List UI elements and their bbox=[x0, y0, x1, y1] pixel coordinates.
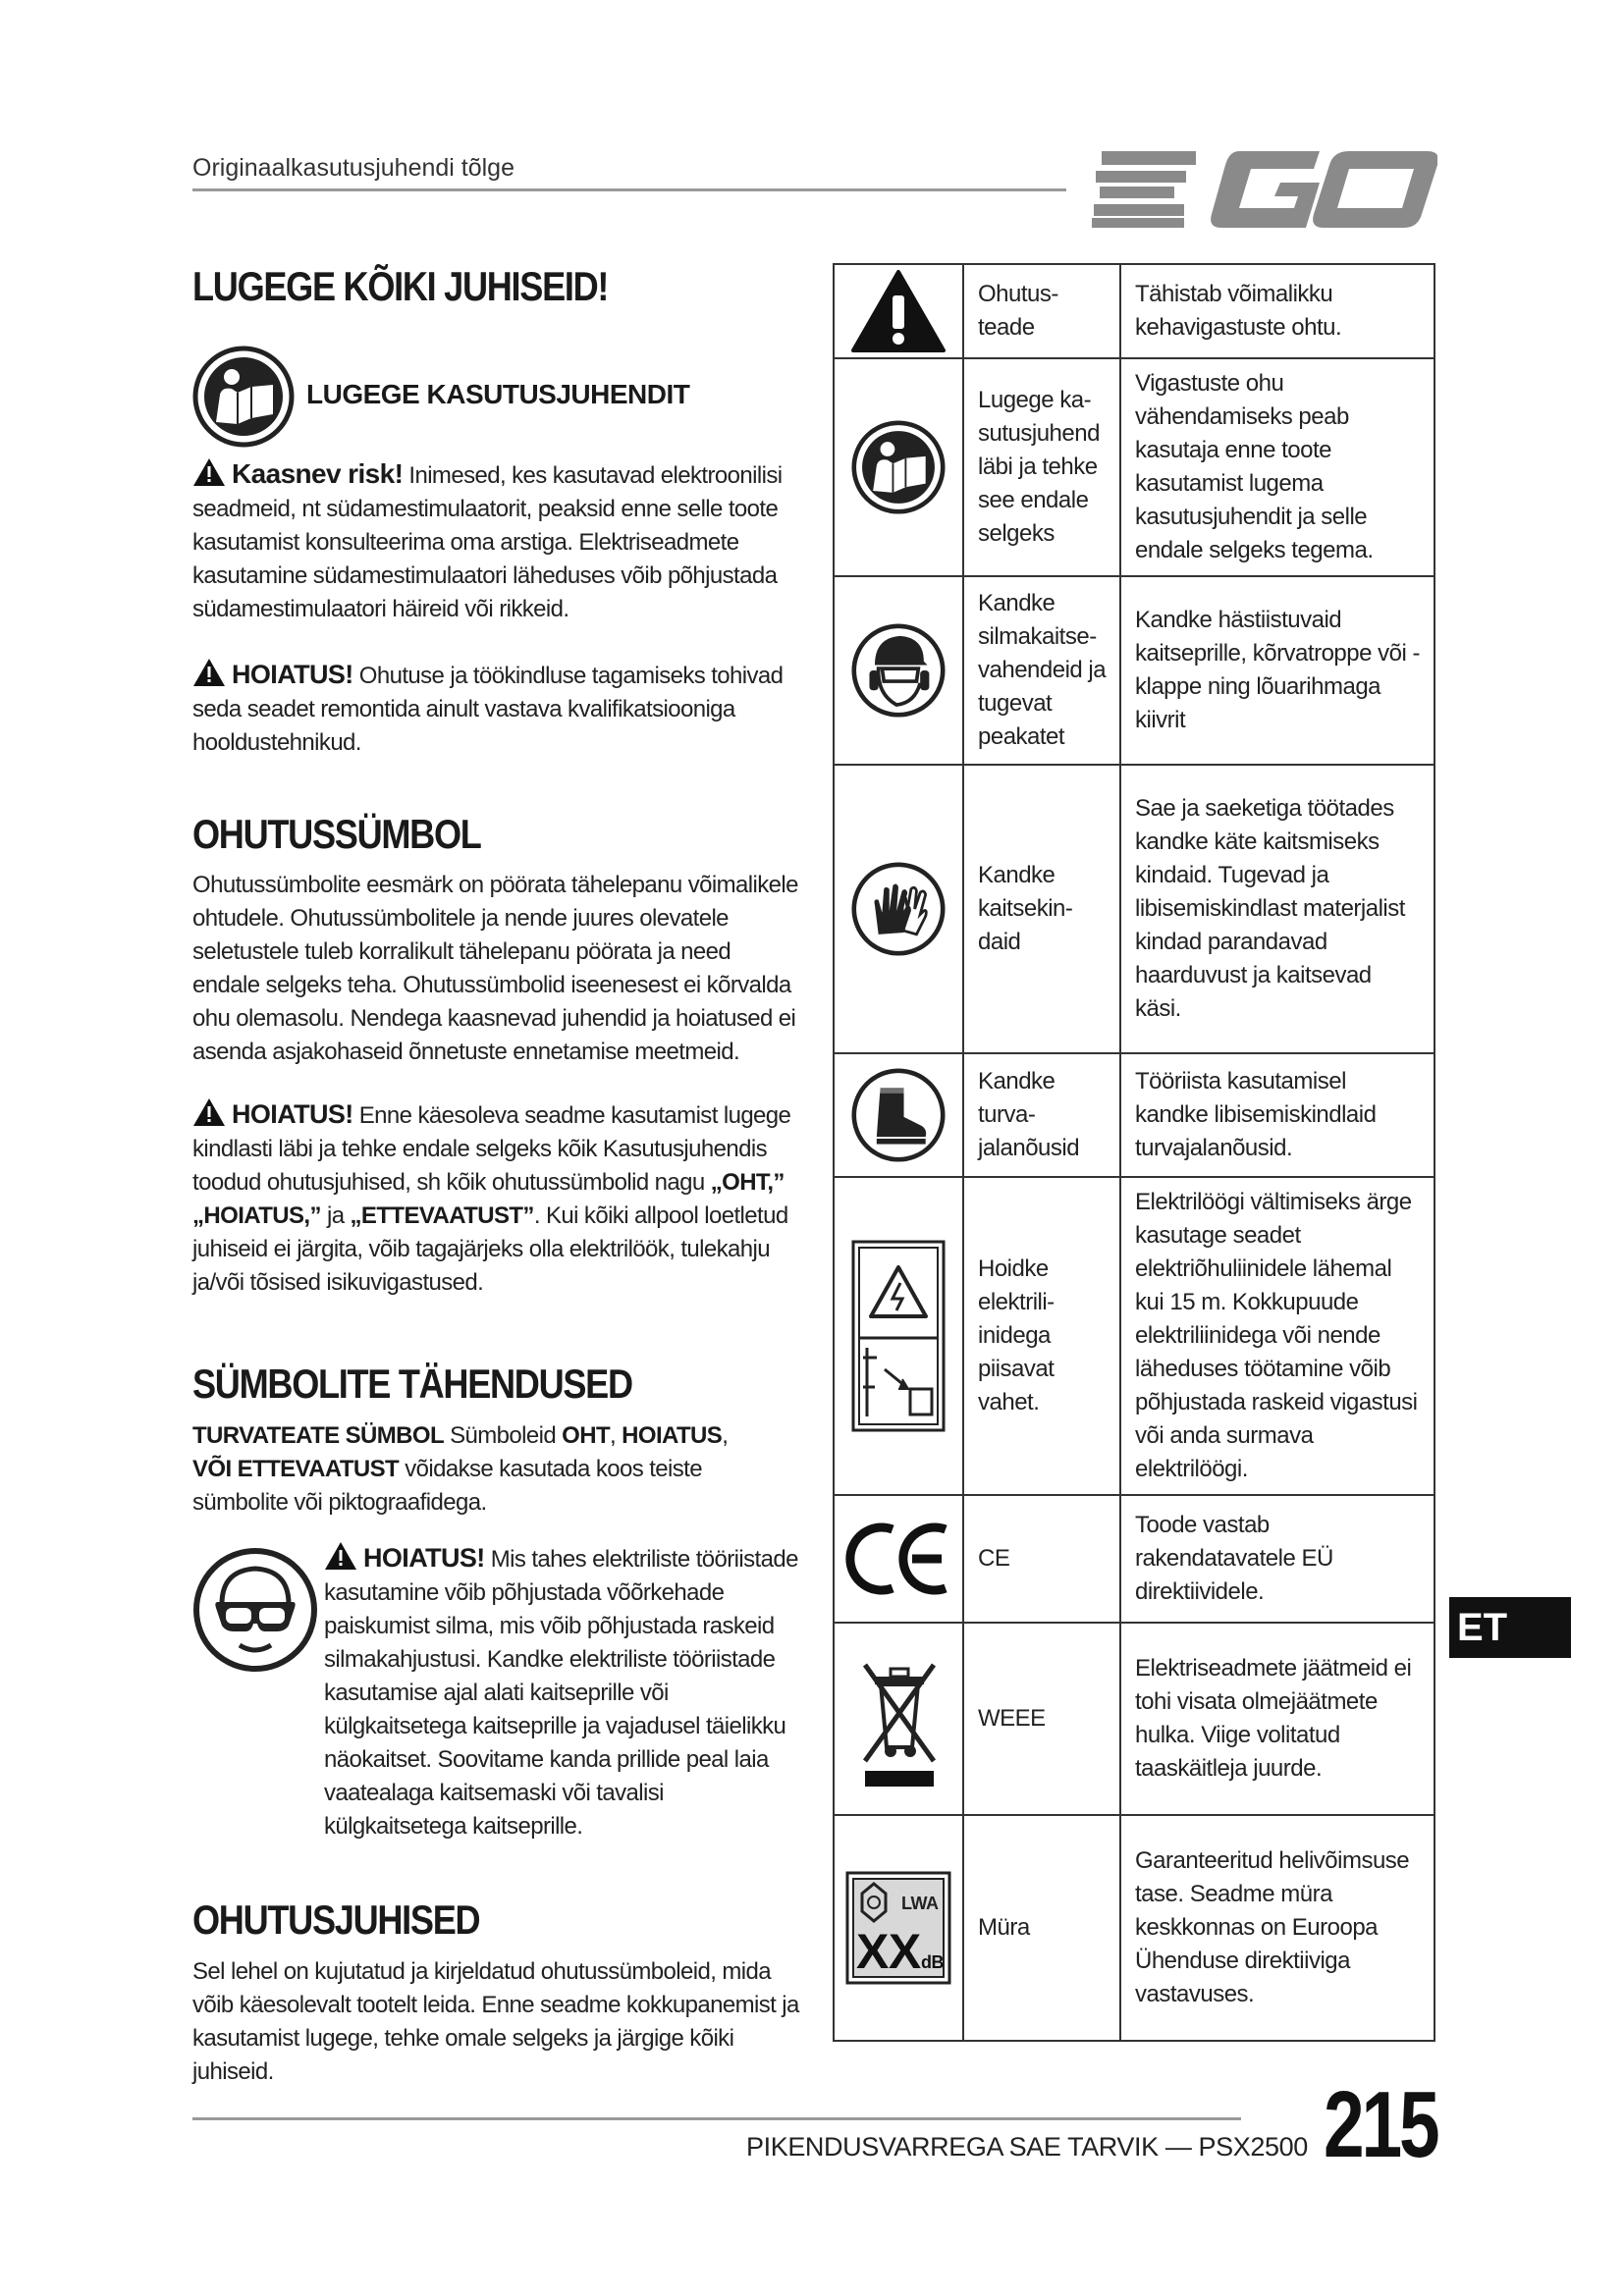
table-row bbox=[834, 1053, 1435, 1177]
symbol-name: Kandke silmakaitse-vahendeid ja tugevat peakatet bbox=[963, 576, 1120, 765]
footer-title: PIKENDUSVARREGA SAE TARVIK — PSX2500 bbox=[746, 2132, 1308, 2162]
term-ettevaatust: „ETTEVAATUST” bbox=[350, 1202, 534, 1229]
warning-triangle-icon bbox=[192, 457, 226, 487]
section-title-safety-symbol: OHUTUSSÜMBOL bbox=[192, 811, 481, 857]
service-warning-lead: HOIATUS! bbox=[232, 660, 353, 689]
boots-icon bbox=[851, 1068, 946, 1162]
meanings-text-1: Sümboleid bbox=[444, 1422, 563, 1449]
symbol-description: Tööriista kasutamisel kandke libisemiskindlaid turvajalanõusid. bbox=[1120, 1053, 1435, 1177]
noise-unit: dB bbox=[921, 1952, 944, 1972]
symbol-name: Kandke turva-jalanõusid bbox=[963, 1053, 1120, 1177]
table-row bbox=[834, 1623, 1435, 1815]
table-row bbox=[834, 576, 1435, 765]
risk-lead: Kaasnev risk! bbox=[232, 458, 404, 489]
warning-lead: HOIATUS! bbox=[232, 1099, 353, 1129]
footer-divider bbox=[192, 2117, 1241, 2120]
goggles-warning-text: Mis tahes elektriliste tööriistade kasutamine võib põhjustada võõrkehade paiskumist silma, mis võib põhjustada raskeid silmakahjustusi. Kandke elektriliste tööriistade kasutamise ajal alati kaitseprille või külgkaitsetega kaitseprille ja vajadusel täielikku näokaitset. Soovitame kanda prillide peal laia vaatealaga kaitsemaski või tavalisi külgkaitsetega kaitseprille. bbox=[324, 1546, 798, 1840]
symbol-description: Elektriseadmete jäätmeid ei tohi visata olmejäätmete hulka. Viige volitatud taaskäitleja juurde. bbox=[1120, 1623, 1435, 1815]
section-title-safety-instructions: OHUTUSJUHISED bbox=[192, 1896, 480, 1943]
symbol-name: Lugege ka-sutusjuhend läbi ja tehke see endale selgeks bbox=[963, 358, 1120, 576]
word-oht: OHT bbox=[562, 1422, 611, 1449]
term-oht: „OHT,” bbox=[710, 1169, 785, 1196]
comma: , bbox=[610, 1422, 623, 1449]
symbol-description: Garanteeritud helivõimsuse tase. Seadme müra keskkonnas on Euroopa Ühenduse direktiiviga vastavuses. bbox=[1120, 1815, 1435, 2041]
eye-head-protection-icon bbox=[851, 623, 946, 718]
table-row bbox=[834, 1495, 1435, 1623]
table-row bbox=[834, 1177, 1435, 1495]
meanings-text-2: võidakse kasutada koos teiste sümbolite või piktograafidega. bbox=[192, 1456, 702, 1516]
comma-2: , bbox=[722, 1422, 729, 1449]
word-hoiatus: HOIATUS bbox=[622, 1422, 723, 1449]
symbol-description: Sae ja saeketiga töötades kandke käte kaitsmiseks kindaid. Tugevad ja libisemiskindlast materjalist kindad parandavad haarduvust ja kaitsevad käsi. bbox=[1120, 765, 1435, 1053]
header-title: Originaalkasutusjuhendi tõlge bbox=[192, 154, 514, 182]
table-row bbox=[834, 1815, 1435, 2041]
and-word: ja bbox=[320, 1202, 351, 1229]
table-row bbox=[834, 358, 1435, 576]
ce-mark-icon bbox=[843, 1520, 953, 1598]
read-manual-icon bbox=[851, 420, 946, 514]
page-number: 215 bbox=[1324, 2072, 1437, 2177]
signal-word-lead: TURVATEATE SÜMBOL bbox=[192, 1422, 445, 1449]
goggles-warning-lead: HOIATUS! bbox=[363, 1543, 485, 1573]
service-warning-paragraph bbox=[192, 658, 801, 760]
gloves-icon bbox=[851, 862, 946, 956]
warning-triangle-icon bbox=[324, 1541, 357, 1571]
warning-triangle-icon bbox=[192, 1097, 226, 1127]
warning-text-2: . Kui kõiki allpool loetletud juhiseid ei järgita, võib tagajärjeks olla elektrilöök, tulekahju ja/või tõsised isikuvigastused. bbox=[192, 1202, 788, 1296]
symbol-description: Vigastuste ohu vähendamiseks peab kasutaja enne toote kasutamist lugema kasutusjuhendit ja selle endale selgeks tegema. bbox=[1120, 358, 1435, 576]
power-line-distance-icon bbox=[851, 1240, 946, 1432]
read-instructions-warning bbox=[192, 1097, 801, 1300]
term-hoiatus: „HOIATUS,” bbox=[192, 1202, 321, 1229]
ego-logo bbox=[1092, 147, 1437, 230]
warning-triangle-icon bbox=[192, 658, 226, 687]
safety-instructions-text: Sel lehel on kujutatud ja kirjeldatud ohutussümboleid, mida võib käesolevalt tootelt leida. Enne seadme kokkupanemist ja kasutamist lugege, tehke omale selgeks ja järgige kõiki juhiseid. bbox=[192, 1958, 799, 2085]
symbol-name: Kandke kaitsekin-daid bbox=[963, 765, 1120, 1053]
read-manual-icon bbox=[192, 346, 295, 448]
symbol-name: WEEE bbox=[963, 1623, 1120, 1815]
service-warning-text: Ohutuse ja töökindluse tagamiseks tohivad seda seadet remontida ainult vastava kvalifikatsiooniga hooldustehnikud. bbox=[192, 663, 784, 756]
language-tab: ET bbox=[1449, 1597, 1571, 1658]
symbol-description: Tähistab võimalikku kehavigastuste ohtu. bbox=[1120, 264, 1435, 358]
warning-text-1: Enne käesoleva seadme kasutamist lugege kindlasti läbi ja tehke endale selgeks kõik Kasutusjuhendis toodud ohutusjuhised, sh kõik ohutussümbolid nagu bbox=[192, 1102, 791, 1196]
weee-bin-icon bbox=[851, 1645, 946, 1792]
symbol-description: Toode vastab rakendatavatele EÜ direktiividele. bbox=[1120, 1495, 1435, 1623]
noise-level-icon bbox=[844, 1870, 952, 1986]
table-row bbox=[834, 264, 1435, 358]
goggles-warning-paragraph bbox=[324, 1541, 805, 1843]
safety-goggles-icon bbox=[192, 1547, 318, 1673]
symbol-name: CE bbox=[963, 1495, 1120, 1623]
symbol-name: Ohutus-teade bbox=[963, 264, 1120, 358]
section-title-read-all: LUGEGE KÕIKI JUHISEID! bbox=[192, 263, 609, 309]
risk-paragraph bbox=[192, 457, 801, 626]
symbol-name: Müra bbox=[963, 1815, 1120, 2041]
warning-triangle-icon bbox=[849, 268, 947, 354]
risk-text: Inimesed, kes kasutavad elektroonilisi seadmeid, nt südamestimulaatorit, peaksid enne selle toote kasutamist konsulteerima oma arstiga. Elektriseadmete kasutamine südamestimulaatori läheduses võib põhjustada südamestimulaatori häireid või rikkeid. bbox=[192, 462, 783, 622]
word-voi-ettevaatust: VÕI ETTEVAATUST bbox=[192, 1456, 400, 1482]
symbol-description: Kandke hästiistuvaid kaitseprille, kõrvatroppe või -klappe ning lõuarihmaga kiivrit bbox=[1120, 576, 1435, 765]
symbols-table bbox=[833, 263, 1435, 2042]
symbol-name: Hoidke elektrili-inidega piisavat vahet. bbox=[963, 1177, 1120, 1495]
symbol-description: Elektrilöögi vältimiseks ärge kasutage seadet elektriõhuliinidele lähemal kui 15 m. Kokkupuude elektriliinidega või nende läheduses töötamine võib põhjustada raskeid vigastusi või anda surmava elektrilöögi. bbox=[1120, 1177, 1435, 1495]
section-title-symbol-meanings: SÜMBOLITE TÄHENDUSED bbox=[192, 1361, 632, 1407]
noise-label: LWA bbox=[901, 1894, 939, 1913]
read-manual-label: LUGEGE KASUTUSJUHENDIT bbox=[306, 379, 690, 409]
header-divider bbox=[192, 188, 1066, 191]
noise-value: XX bbox=[856, 1924, 921, 1979]
symbol-meanings-text bbox=[192, 1419, 801, 1520]
safety-symbol-intro: Ohutussümbolite eesmärk on pöörata tähelepanu võimalikele ohtudele. Ohutussümbolitele ja nende juures olevatele seletustele tuleb korralikult tähelepanu pöörata ja need endale selgeks teha. Ohutussümbolid iseenesest ei kõrvalda ohu olemasolu. Nendega kaasnevad juhendid ja hoiatused ei asenda asjakohaseid õnnetuste ennetamise meetmeid. bbox=[192, 872, 798, 1065]
table-row bbox=[834, 765, 1435, 1053]
